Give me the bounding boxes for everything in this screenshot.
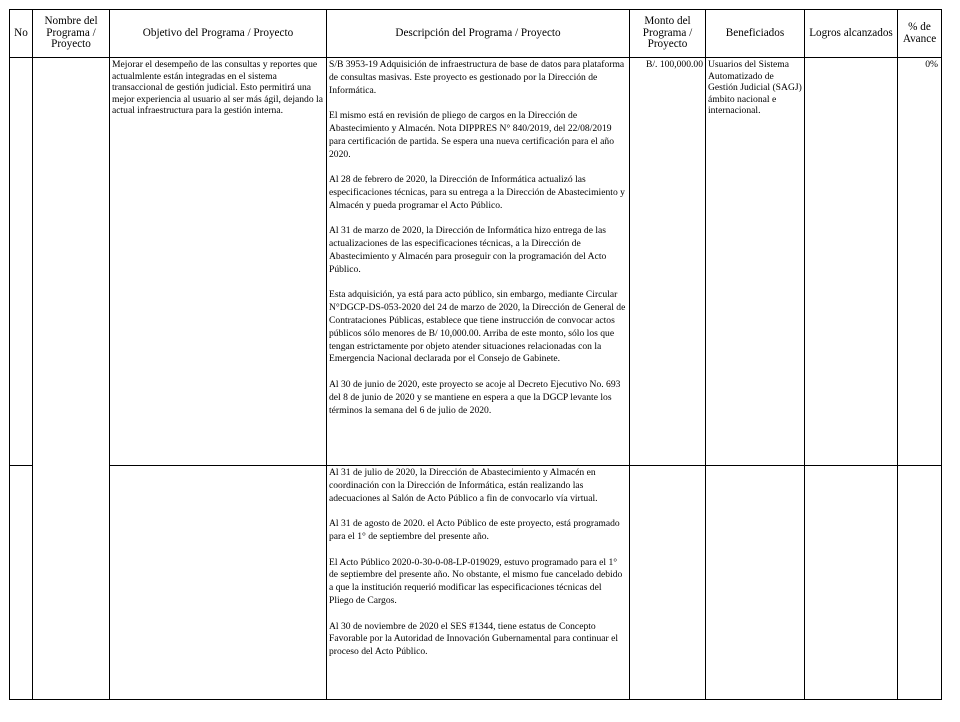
header-no: No: [10, 10, 33, 58]
cell-monto: [630, 58, 706, 466]
header-monto: Monto del Programa / Proyecto: [630, 10, 706, 58]
objetivo-text: Mejorar el desempeño de las consultas y reportes que actualmlente están integradas en el sistema transaccional de gestión judicial. Esto permitirá una mejor experiencia al usuario al ser más ágil, dejando la actual infraestructura para la gestión interna.: [112, 59, 323, 117]
header-beneficiados: Beneficiados: [706, 10, 805, 58]
header-objetivo: Objetivo del Programa / Proyecto: [110, 10, 327, 58]
cell-beneficiados: [706, 58, 805, 466]
header-nombre: Nombre del Programa / Proyecto: [33, 10, 110, 58]
cell-no: [10, 466, 33, 700]
projects-table: [9, 9, 942, 700]
cell-avance: [898, 466, 942, 700]
cell-no: [10, 58, 33, 466]
table-row: [10, 466, 942, 700]
logros-text: [805, 58, 897, 60]
avance-value: 0%: [925, 59, 938, 70]
header-row: [10, 10, 942, 58]
cell-monto: [630, 466, 706, 700]
cell-objetivo: [110, 58, 327, 466]
cell-logros: [805, 466, 898, 700]
descripcion-text: Al 31 de julio de 2020, la Dirección de Abastecimiento y Almacén en coordinación con la Dirección de Informática, están realizando las adecuaciones al Salón de Acto Público a fin de convocarlo vía virtual. Al 31 de agosto de 2020. el Acto Público de este proyecto, está programado para el 1° de septiembre del presente año. El Acto Público 2020-0-30-0-08-LP-019029, estuvo programado para el 1° de septiembre del presente año. No obstante, el mismo fue cancelado debido a que la institución requerió modificar las especificaciones técnicas del Pliego de Cargos. Al 30 de noviembre de 2020 el SES #1344, tiene estatus de Concepto Favorable por la Autoridad de Innovación Gubernamental para continuar el proceso del Acto Público.: [329, 467, 623, 658]
cell-descripcion: [327, 58, 630, 466]
header-descripcion: Descripción del Programa / Proyecto: [327, 10, 630, 58]
cell-avance: [898, 58, 942, 466]
cell-descripcion: [327, 466, 630, 700]
cell-objetivo: [110, 466, 327, 700]
cell-nombre: [33, 58, 110, 700]
cell-logros: [805, 58, 898, 466]
cell-beneficiados: [706, 466, 805, 700]
document-page: [9, 9, 941, 701]
beneficiados-text: Usuarios del Sistema Automatizado de Gestión Judicial (SAGJ) ámbito nacional e internacional.: [708, 59, 802, 117]
monto-value: B/. 100,000.00: [645, 59, 703, 70]
header-avance: % de Avance: [898, 10, 942, 58]
header-logros: Logros alcanzados: [805, 10, 898, 58]
descripcion-text: S/B 3953-19 Adquisición de infraestructura de base de datos para plataforma de consultas masivas. Este proyecto es gestionado por la Dirección de Informática. El mismo está en revisión de pliego de cargos en la Dirección de Abastecimiento y Almacén. Nota DIPPRES N° 840/2019, del 22/08/2019 para certificación de partida. Se espera una nueva certificación para el año 2020. Al 28 de febrero de 2020, la Dirección de Informática actualizó las especificaciones técnicas, para su entrega a la Dirección de Abastecimiento y Almacén y pueda programar el Acto Público. Al 31 de marzo de 2020, la Dirección de Informática hizo entrega de las actualizaciones de las especificaciones técnicas, a la Dirección de Abastecimiento y Almacén para proseguir con la programación del Acto Público. Esta adquisición, ya está para acto público, sin embargo, mediante Circular N°DGCP-DS-053-2020 del 24 de marzo de 2020, la Dirección de General de Contrataciones Públicas, establece que tiene instrucción de convocar actos públicos sólo menores de B/ 10,000.00. Arriba de este monto, sólo los que tengan estrictamente por objeto atender situaciones relacionadas con la Emergencia Nacional declarada por el Consejo de Gabinete. Al 30 de junio de 2020, este proyecto se acoje al Decreto Ejecutivo No. 693 del 8 de junio de 2020 y se mantiene en espera a que la DGCP levante los términos la semana del 6 de julio de 2020.: [329, 59, 626, 416]
table-row: [10, 58, 942, 466]
